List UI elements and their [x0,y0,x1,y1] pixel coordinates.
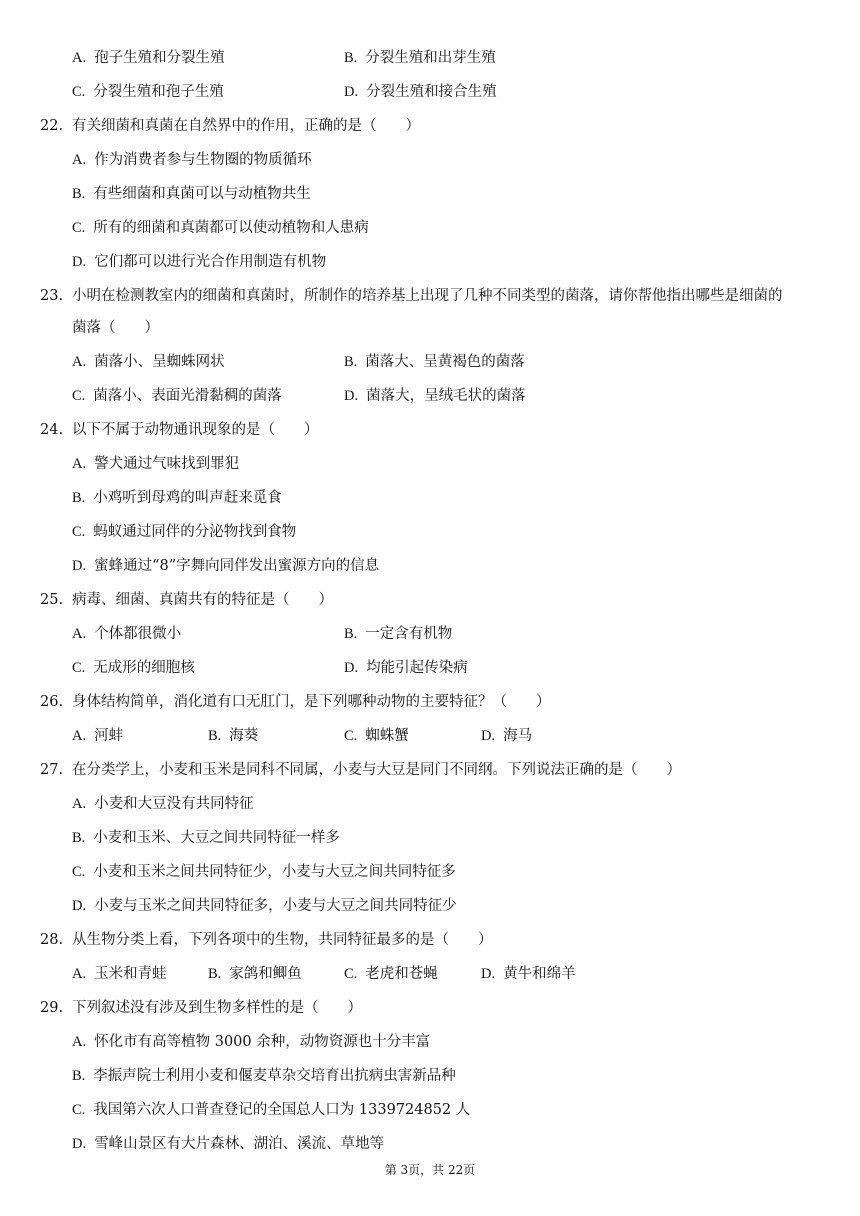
option-label: C. [72,864,86,880]
option-label: A. [72,966,87,982]
q25-option-d [344,658,468,678]
option-text: 无成形的细胞核 [93,660,195,676]
q22-option-a [72,150,312,170]
option-label: B. [344,50,358,66]
option-label: A. [72,796,87,812]
option-label: A. [72,728,87,744]
option-label: C. [72,524,86,540]
option-label: D. [344,660,359,676]
option-label: D. [72,558,87,574]
option-text: 分裂生殖和接合生殖 [366,84,497,100]
option-label: A. [72,354,87,370]
option-label: D. [72,898,87,914]
option-label: D. [344,84,359,100]
q21-option-d [344,82,497,102]
option-text: 海马 [503,728,533,744]
q25-option-a [72,624,181,644]
q27-stem: 在分类学上，小麦和玉米是同科不同属，小麦与大豆是同门不同纲。下列说法正确的是（ ） [72,762,681,778]
option-label: B. [72,490,86,506]
option-text: 菌落大、呈黄褐色的菌落 [365,354,525,370]
option-text: 李振声院士利用小麦和偃麦草杂交培育出抗病虫害新品种 [93,1068,456,1084]
q23-option-b [344,352,525,372]
q29-stem: 下列叙述没有涉及到生物多样性的是（ ） [72,1000,362,1016]
option-label: D. [72,1136,87,1152]
option-label: C. [72,84,86,100]
option-label: A. [72,456,87,472]
option-label: C. [72,220,86,236]
option-label: C. [344,728,358,744]
option-text: 河蚌 [94,728,124,744]
option-label: B. [208,728,222,744]
option-label: B. [72,830,86,846]
option-label: D. [72,254,87,270]
option-text: 老虎和苍蝇 [365,966,438,982]
option-label: B. [72,186,86,202]
q23-option-a [72,352,225,372]
option-label: C. [72,388,86,404]
q24-option-a [72,454,239,474]
option-text: 蚂蚁通过同伴的分泌物找到食物 [93,524,297,540]
option-label: C. [72,660,86,676]
q21-option-c [72,82,224,102]
q25-option-b [344,624,452,644]
q28-option-b [208,964,302,984]
option-text: 小麦与玉米之间共同特征多，小麦与大豆之间共同特征少 [94,898,457,914]
option-text: 家鸽和鲫鱼 [229,966,302,982]
option-text: 我国第六次人口普查登记的全国总人口为 1339724852 人 [93,1102,471,1118]
option-text: 蜜蜂通过“8”字舞向同伴发出蜜源方向的信息 [94,558,380,574]
q22-stem: 有关细菌和真菌在自然界中的作用，正确的是（ ） [72,118,420,134]
option-text: 小麦和大豆没有共同特征 [94,796,254,812]
q27-option-c [72,862,456,882]
option-text: 有些细菌和真菌可以与动植物共生 [93,186,311,202]
q27-option-d [72,896,457,916]
option-text: 小鸡听到母鸡的叫声赶来觅食 [93,490,282,506]
q27-option-b [72,828,340,848]
q23-stem-line1: 小明在检测教室内的细菌和真菌时，所制作的培养基上出现了几种不同类型的菌落，请你帮他指出哪些是细菌的 [72,288,783,304]
q24-option-b [72,488,282,508]
option-text: 均能引起传染病 [366,660,468,676]
q29-option-b [72,1066,456,1086]
option-text: 玉米和青蛙 [94,966,167,982]
q28-number: 28. [40,932,64,948]
option-text: 作为消费者参与生物圈的物质循环 [94,152,312,168]
option-text: 个体都很微小 [94,626,182,642]
option-label: D. [481,728,496,744]
option-label: A. [72,626,87,642]
option-label: C. [72,1102,86,1118]
option-text: 雪峰山景区有大片森林、湖泊、溪流、草地等 [94,1136,385,1152]
option-text: 小麦和玉米之间共同特征少，小麦与大豆之间共同特征多 [93,864,456,880]
option-text: 它们都可以进行光合作用制造有机物 [94,254,327,270]
option-text: 怀化市有高等植物 3000 余种，动物资源也十分丰富 [94,1034,431,1050]
q29-number: 29. [40,1000,64,1016]
option-text: 孢子生殖和分裂生殖 [94,50,225,66]
q21-option-a [72,48,225,68]
option-text: 黄牛和绵羊 [503,966,576,982]
q24-number: 24. [40,422,64,438]
option-text: 分裂生殖和孢子生殖 [93,84,224,100]
q22-number: 22. [40,118,64,134]
q24-stem: 以下不属于动物通讯现象的是（ ） [72,422,319,438]
q24-option-c [72,522,296,542]
q27-number: 27. [40,762,64,778]
option-text: 菌落小、呈蜘蛛网状 [94,354,225,370]
q23-number: 23. [40,288,64,304]
q23-option-d [344,386,526,406]
q29-option-d [72,1134,384,1154]
q22-option-c [72,218,369,238]
q26-option-d [481,726,532,746]
option-text: 菌落小、表面光滑黏稠的菌落 [93,388,282,404]
option-label: A. [72,50,87,66]
q23-option-c [72,386,282,406]
q29-option-a [72,1032,430,1052]
option-text: 一定含有机物 [365,626,453,642]
option-text: 所有的细菌和真菌都可以使动植物和人患病 [93,220,369,236]
q28-option-c [344,964,438,984]
option-text: 菌落大，呈绒毛状的菌落 [366,388,526,404]
q23-stem-line2: 菌落（ ） [72,320,159,336]
option-label: D. [481,966,496,982]
option-text: 警犬通过气味找到罪犯 [94,456,240,472]
q22-option-d [72,252,326,272]
q29-option-c [72,1100,470,1120]
q26-option-c [344,726,409,746]
q25-number: 25. [40,592,64,608]
option-text: 分裂生殖和出芽生殖 [365,50,496,66]
option-label: B. [344,354,358,370]
q26-stem: 身体结构简单，消化道有口无肛门，是下列哪种动物的主要特征？（ ） [72,694,551,710]
page-footer: 第 3页，共 22页 [384,1163,476,1177]
q28-option-d [481,964,576,984]
q28-option-a [72,964,167,984]
q26-number: 26. [40,694,64,710]
option-label: C. [344,966,358,982]
option-text: 蜘蛛蟹 [365,728,409,744]
q26-option-b [208,726,258,746]
q25-option-c [72,658,195,678]
option-label: A. [72,152,87,168]
option-label: A. [72,1034,87,1050]
option-text: 海葵 [229,728,259,744]
q28-stem: 从生物分类上看，下列各项中的生物，共同特征最多的是（ ） [72,932,493,948]
q21-option-b [344,48,496,68]
q27-option-a [72,794,254,814]
q24-option-d [72,556,379,576]
option-label: B. [72,1068,86,1084]
option-label: D. [344,388,359,404]
option-label: B. [344,626,358,642]
option-text: 小麦和玉米、大豆之间共同特征一样多 [93,830,340,846]
q22-option-b [72,184,311,204]
q26-option-a [72,726,123,746]
q25-stem: 病毒、细菌、真菌共有的特征是（ ） [72,592,333,608]
option-label: B. [208,966,222,982]
